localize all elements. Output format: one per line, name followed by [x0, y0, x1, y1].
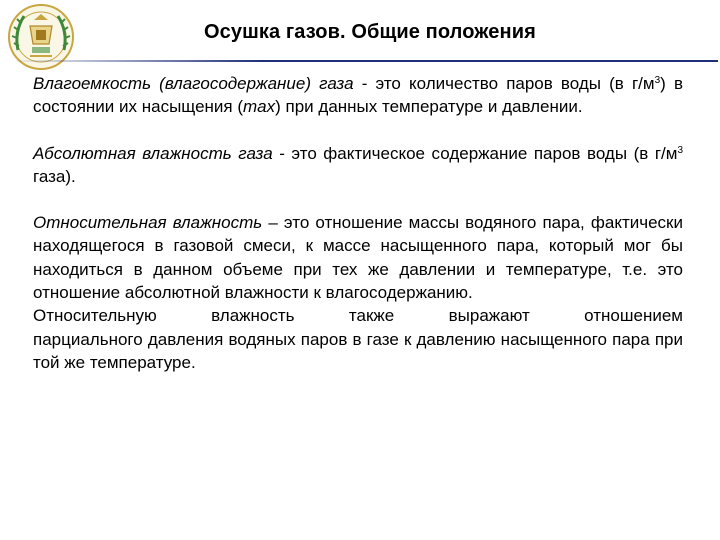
slide-title: Осушка газов. Общие положения — [204, 21, 536, 43]
paragraph-absolute-humidity: Абсолютная влажность газа - это фактическое содержание паров воды (в $г/м^3$ газа). — [33, 143, 683, 186]
paragraph-relative-humidity-pressure: парциального давления водяных паров в газе к давлению насыщенного пара при той же температуре. — [33, 329, 683, 372]
term-relative-humidity: Относительная влажность — [33, 213, 263, 233]
paragraph-relative-humidity-line1: Относительную влажность также выражают отношением — [33, 306, 683, 326]
paragraph-moisture-capacity: Влагоемкость (влагосодержание) газа - это количество паров воды (в $г/м^3$) в состоянии их насыщения (max) при данных температуре и давлении. — [33, 74, 683, 117]
paragraph-relative-humidity: Относительная влажность – это отношение массы водяного пара, фактически находящегося в газовой смеси, к массе насыщенного пара, который мог бы находиться в данном объеме при тех же давлении и температуре, т.е. это отношение абсолютной влажности к влагосодержанию. — [33, 213, 683, 303]
slide-body — [33, 72, 683, 374]
title-divider — [16, 58, 718, 66]
term-moisture-capacity: Влагоемкость (влагосодержание) газа — [33, 74, 354, 93]
term-absolute-humidity: Абсолютная влажность газа — [33, 143, 273, 163]
